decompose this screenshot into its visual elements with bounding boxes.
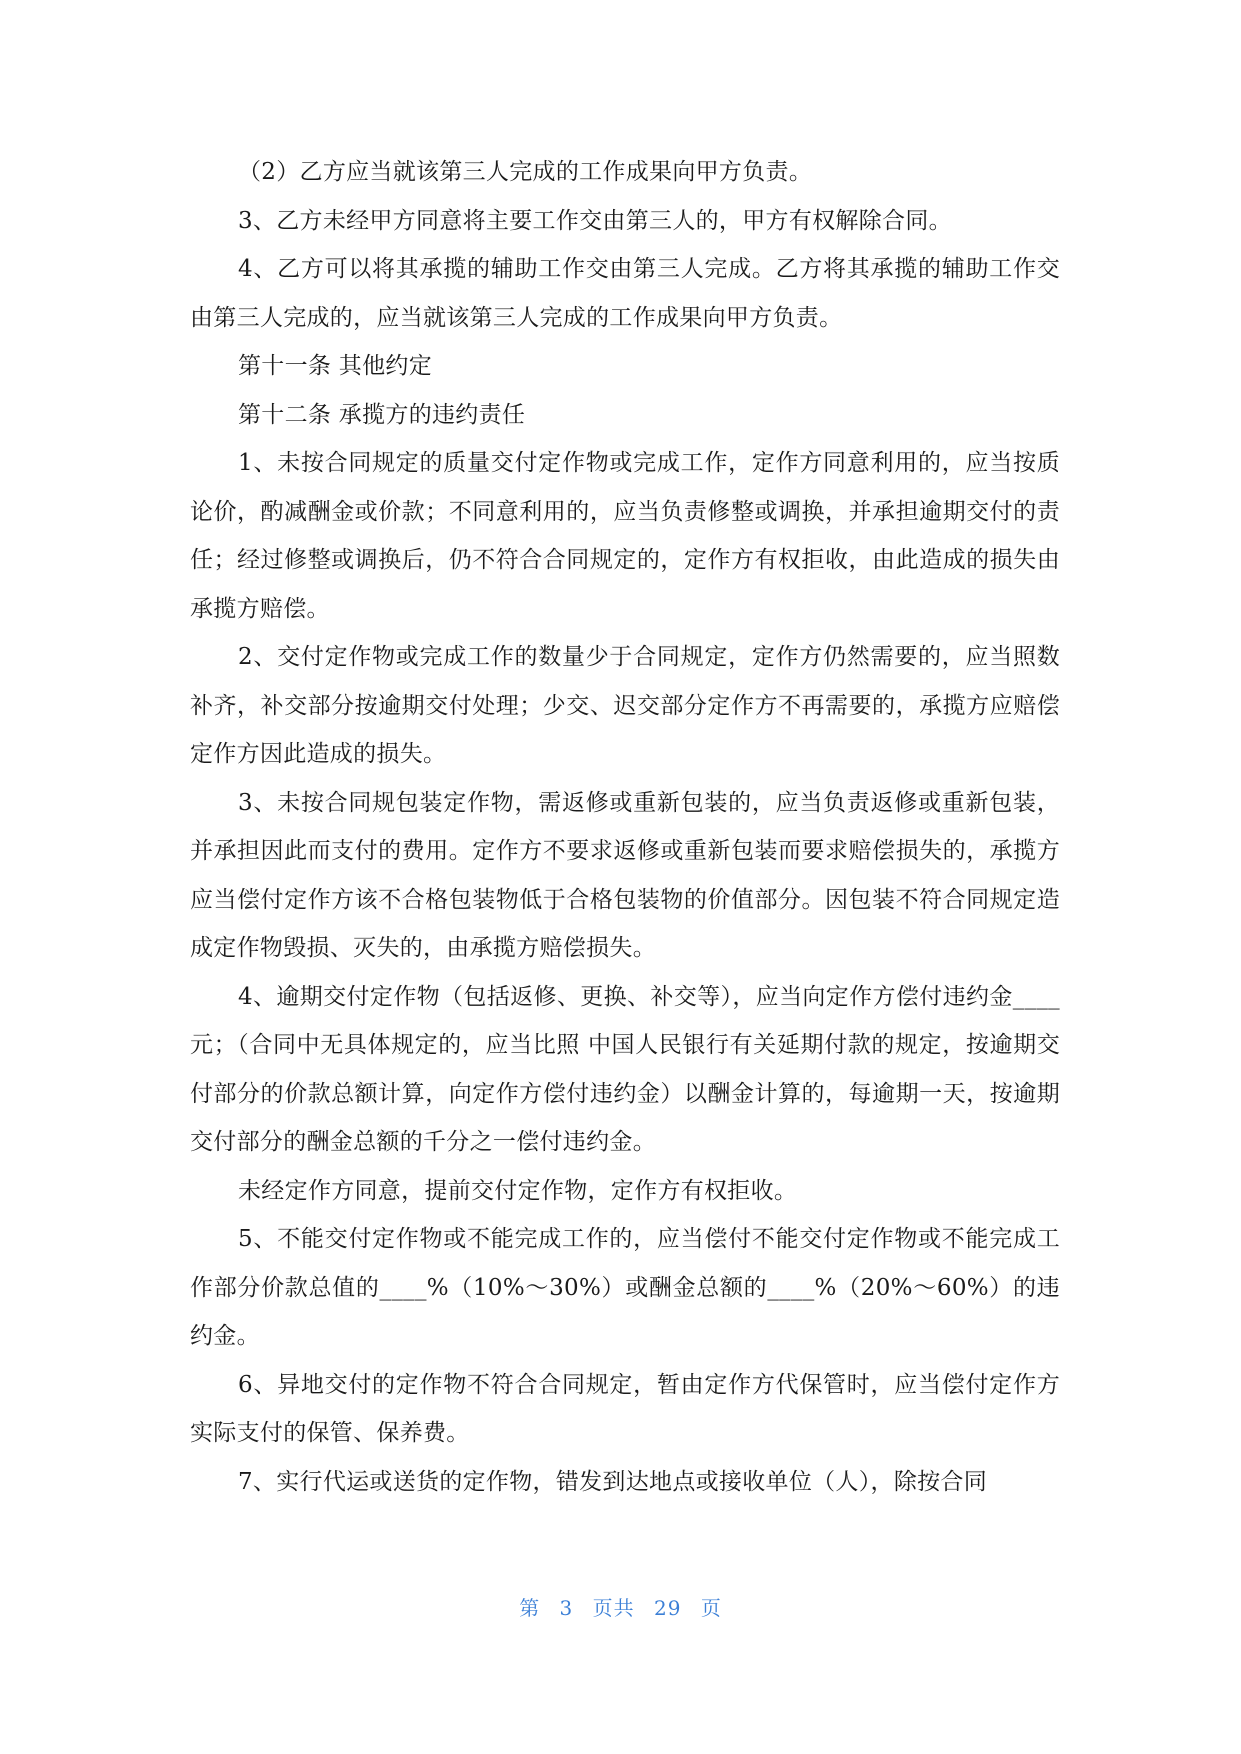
total-page-count: 29 — [654, 1596, 682, 1620]
clause-4: 4、逾期交付定作物（包括返修、更换、补交等），应当向定作方偿付违约金____ 元；（合同中无具体规定的，应当比照 中国人民银行有关延期付款的规定，按逾期交付部分的价款总额计算，向定作方偿付违约金）以酬金计算的，每逾期一天，按逾期交付部分的酬金总额的千分之一偿付违约金。 — [190, 983, 1060, 1155]
article-11-heading: 第十一条 其他约定 — [238, 353, 433, 379]
current-page-number: 3 — [559, 1596, 574, 1620]
paragraph-sub-item-2: （2）乙方应当就该第三人完成的工作成果向甲方负责。 — [238, 159, 813, 185]
clause-4-note: 未经定作方同意，提前交付定作物，定作方有权拒收。 — [238, 1177, 798, 1204]
clause-1: 1、未按合同规定的质量交付定作物或完成工作，定作方同意利用的，应当按质论价，酌减酬金或价款；不同意利用的，应当负责修整或调换，并承担逾期交付的责任；经过修整或调换后，仍不符合合同规定的，定作方有权拒收，由此造成的损失由承揽方赔偿。 — [190, 450, 1060, 622]
clause-6: 6、异地交付的定作物不符合合同规定，暂由定作方代保管时，应当偿付定作方实际支付的保管、保养费。 — [190, 1371, 1060, 1446]
footer-prefix: 第 — [519, 1596, 541, 1620]
clause-3: 3、未按合同规包装定作物，需返修或重新包装的，应当负责返修或重新包装，并承担因此而支付的费用。定作方不要求返修或重新包装而要求赔偿损失的，承揽方应当偿付定作方该不合格包装物低于合格包装物的价值部分。因包装不符合同规定造成定作物毁损、灭失的，由承揽方赔偿损失。 — [190, 789, 1060, 961]
clause-7: 7、实行代运或送货的定作物，错发到达地点或接收单位（人），除按合同 — [238, 1468, 988, 1495]
paragraph-item-4: 4、乙方可以将其承揽的辅助工作交由第三人完成。乙方将其承揽的辅助工作交由第三人完成的，应当就该第三人完成的工作成果向甲方负责。 — [190, 256, 1060, 331]
paragraph-item-3: 3、乙方未经甲方同意将主要工作交由第三人的，甲方有权解除合同。 — [238, 207, 952, 234]
footer-suffix: 页 — [700, 1596, 722, 1620]
footer-middle: 页共 — [592, 1596, 635, 1620]
article-12-heading: 第十二条 承揽方的违约责任 — [238, 401, 526, 428]
document-body — [190, 148, 1060, 1506]
clause-2: 2、交付定作物或完成工作的数量少于合同规定，定作方仍然需要的，应当照数补齐，补交部分按逾期交付处理；少交、迟交部分定作方不再需要的，承揽方应赔偿定作方因此造成的损失。 — [190, 644, 1060, 767]
clause-5: 5、不能交付定作物或不能完成工作的，应当偿付不能交付定作物或不能完成工作部分价款总值的____%（10%～30%）或酬金总额的____%（20%～60%）的违约金。 — [190, 1226, 1060, 1349]
page-footer — [0, 1592, 1241, 1621]
